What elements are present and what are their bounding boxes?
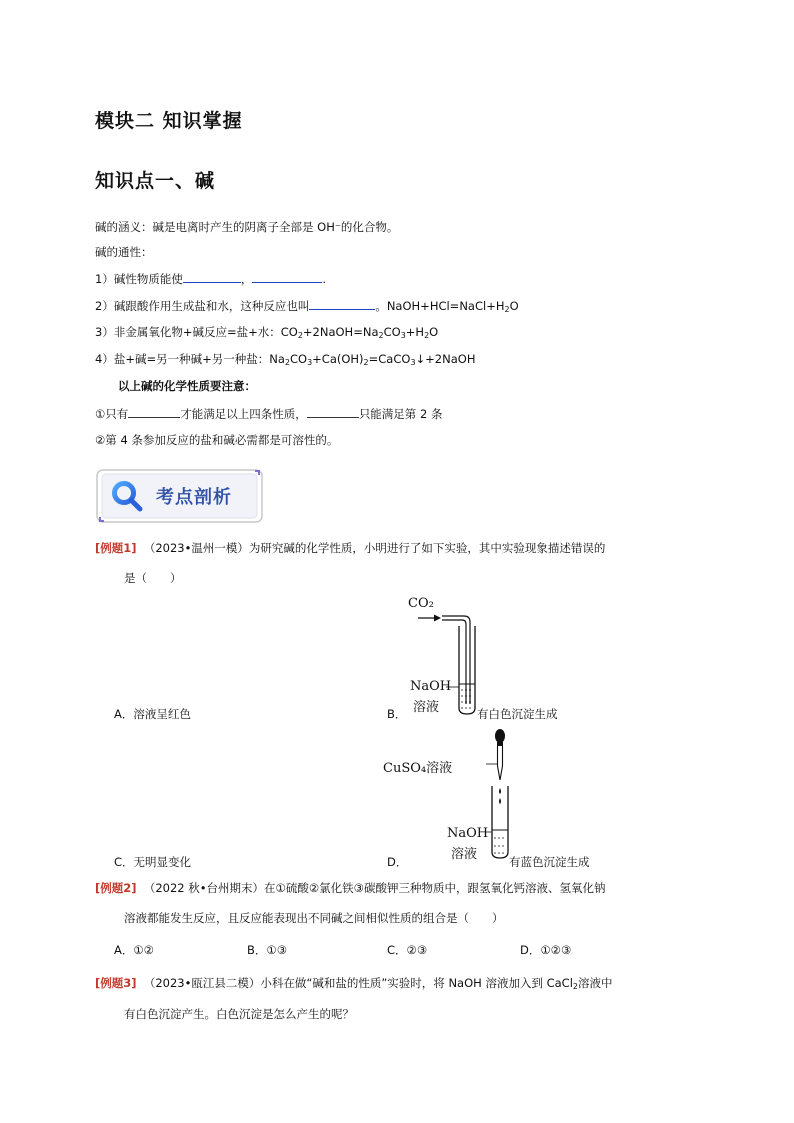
section-title: 知识点一、碱 [95, 170, 216, 192]
observation-1b: 有白色沉淀生成 [477, 707, 558, 721]
co2-label: CO₂ [408, 596, 434, 611]
generality-title: 碱的通性： [95, 245, 153, 259]
base-definition: 碱的涵义：碱是电离时产生的阴离子全部是 OH⁻的化合物。 [95, 220, 399, 234]
observation-1d: 有蓝色沉淀生成 [509, 855, 590, 869]
solution-label-d: 溶液 [451, 847, 478, 862]
option-2d[interactable]: D．①②③ [520, 943, 572, 957]
example-2-line-1: [例题2] （2022 秋•台州期末）在①硫酸②氯化铁③碳酸钾三种物质中，跟氢氧化钙溶液、氢氧化钠 [95, 881, 606, 895]
blank-note-1b[interactable] [307, 405, 359, 418]
option-2a[interactable]: A．①② [114, 943, 154, 957]
blank-1b[interactable] [252, 270, 322, 283]
option-1d[interactable]: D． [387, 855, 408, 869]
cuso4-label: CuSO₄溶液 [383, 761, 453, 776]
option-2c[interactable]: C．②③ [387, 943, 428, 957]
option-1a[interactable]: A．溶液呈红色 [114, 707, 191, 721]
property-4: 4）盐+碱=另一种碱+另一种盐：$Na_2CO_3+Ca(OH)_2=CaCO_3↓+2NaOH$ [95, 352, 476, 367]
solution-label-b: 溶液 [413, 700, 440, 715]
option-1c[interactable]: C．无明显变化 [114, 855, 192, 869]
example-1-line-2: 是（ ） [124, 571, 182, 585]
note-2: ②第 4 条参加反应的盐和碱必需都是可溶性的。 [95, 433, 339, 447]
blank-1a[interactable] [183, 270, 241, 283]
example-2-line-2: 溶液都能发生反应，且反应能表现出不同碱之间相似性质的组合是（ ） [124, 911, 504, 925]
test-tube-d-diagram [486, 728, 514, 860]
example-3-line-1: [例题3] （2023•瓯江县二模）小科在做“碱和盐的性质”实验时，将 NaOH 溶液加入到 CaCl$_2$溶液中 [95, 976, 613, 991]
option-2b[interactable]: B．①③ [247, 943, 288, 957]
note-1: ①只有 才能满足以上四条性质， 只能满足第 2 条 [95, 407, 443, 421]
banner-label: 考点剖析 [156, 487, 232, 508]
example-1-line-1: [例题1] （2023•温州一模）为研究碱的化学性质，小明进行了如下实验，其中实验现象描述错误的 [95, 541, 606, 555]
blank-2[interactable] [309, 297, 375, 310]
option-1b[interactable]: B． [387, 707, 407, 721]
property-2: 2）碱跟酸作用生成盐和水，这种反应也叫 。$NaOH+HCl=NaCl+H_2O$ [95, 299, 519, 314]
property-1: 1）碱性物质能使 ， . [95, 272, 326, 286]
blank-note-1a[interactable] [128, 405, 180, 418]
note-title: 以上碱的化学性质要注意： [118, 379, 256, 393]
property-3: 3）非金属氧化物+碱反应=盐+水：$CO_2+2NaOH=Na_2CO_3+H_2O$ [95, 325, 439, 340]
naoh-label-b: NaOH [410, 679, 452, 694]
exam-analysis-banner [96, 469, 263, 523]
module-title: 模块二 知识掌握 [95, 110, 243, 132]
naoh-label-d: NaOH [447, 826, 489, 841]
example-3-line-2: 有白色沉淀产生。白色沉淀是怎么产生的呢？ [124, 1007, 354, 1021]
magnifier-icon [110, 479, 144, 513]
